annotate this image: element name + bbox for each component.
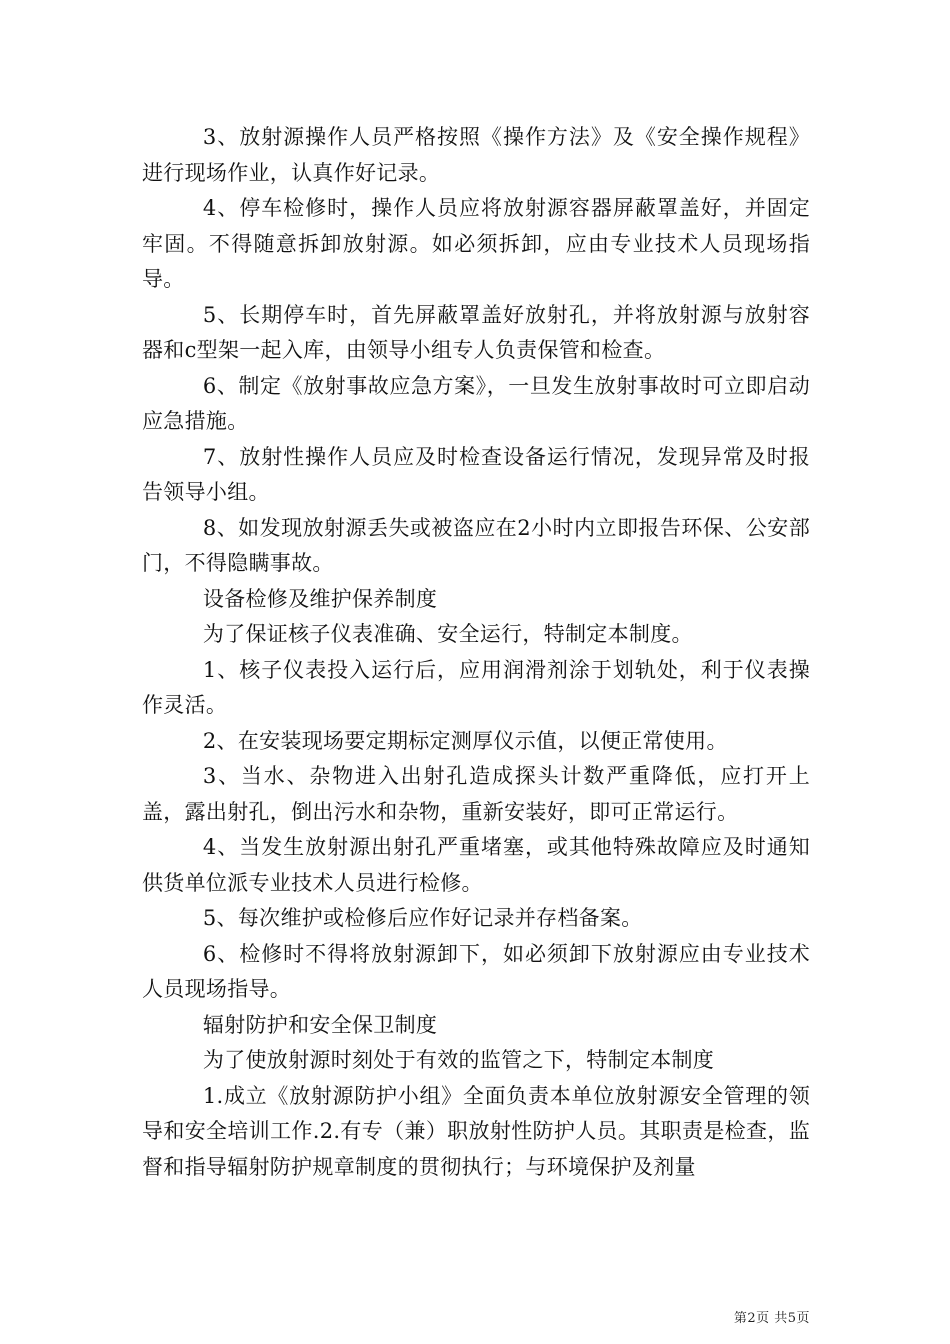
paragraph-item-6: 6、制定《放射事故应急方案》，一旦发生放射事故时可立即启动应急措施。	[142, 373, 810, 433]
paragraph-item-4: 4、停车检修时，操作人员应将放射源容器屏蔽罩盖好，并固定牢固。不得随意拆卸放射源。如必须拆卸，应由专业技术人员现场指导。	[142, 196, 810, 291]
paragraph-protection-1: 1.成立《放射源防护小组》全面负责本单位放射源安全管理的领导和安全培训工作.2.有专（兼）职放射性防护人员。其职责是检查，监督和指导辐射防护规章制度的贯彻执行；与环境保护及剂量	[142, 1083, 810, 1179]
document-body	[142, 120, 810, 1185]
paragraph-item-8: 8、如发现放射源丢失或被盗应在2小时内立即报告环保、公安部门，不得隐瞒事故。	[142, 515, 810, 575]
paragraph-maint-5: 5、每次维护或检修后应作好记录并存档备案。	[202, 906, 643, 930]
paragraph-maint-4: 4、当发生放射源出射孔严重堵塞，或其他特殊故障应及时通知供货单位派专业技术人员进行检修。	[142, 835, 810, 895]
paragraph-maint-1: 1、核子仪表投入运行后，应用润滑剂涂于划轨处，利于仪表操作灵活。	[142, 657, 810, 717]
paragraph-maint-6: 6、检修时不得将放射源卸下，如必须卸下放射源应由专业技术人员现场指导。	[142, 941, 810, 1001]
paragraph-maint-2: 2、在安装现场要定期标定测厚仪示值，以便正常使用。	[202, 728, 728, 753]
section-heading-maintenance: 设备检修及维护保养制度	[202, 586, 438, 611]
paragraph-item-7: 7、放射性操作人员应及时检查设备运行情况，发现异常及时报告领导小组。	[142, 444, 810, 504]
paragraph-intro-protection: 为了使放射源时刻处于有效的监管之下，特制定本制度	[202, 1048, 715, 1072]
page-number-footer: 第2页 共5页	[733, 1311, 810, 1326]
paragraph-item-3: 3、放射源操作人员严格按照《操作方法》及《安全操作规程》进行现场作业，认真作好记录。	[142, 125, 810, 185]
paragraph-intro-maintenance: 为了保证核子仪表准确、安全运行，特制定本制度。	[202, 622, 693, 646]
paragraph-item-5: 5、长期停车时，首先屏蔽罩盖好放射孔，并将放射源与放射容器和c型架一起入库，由领导小组专人负责保管和检查。	[142, 302, 810, 362]
section-heading-radiation-protection: 辐射防护和安全保卫制度	[202, 1012, 438, 1037]
paragraph-maint-3: 3、当水、杂物进入出射孔造成探头计数严重降低，应打开上盖，露出射孔，倒出污水和杂物，重新安装好，即可正常运行。	[142, 764, 810, 824]
